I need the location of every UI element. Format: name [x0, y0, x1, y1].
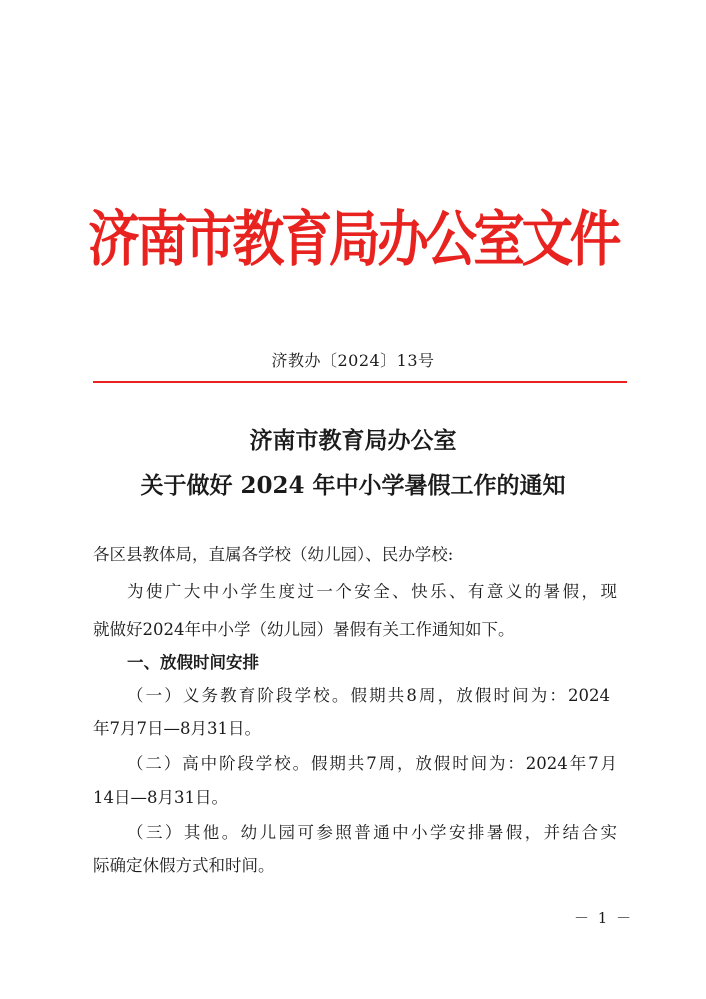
notice-title-line-1: 济南市教育局办公室: [249, 427, 457, 454]
notice-title-line-2: 关于做好 2024 年中小学暑假工作的通知: [140, 472, 566, 499]
document-number: 济教办〔2024〕13号: [271, 351, 435, 370]
salutation: 各区县教体局，直属各学校（幼儿园）、民办学校:: [93, 545, 454, 564]
item-2-line-2: 14日—8月31日。: [93, 788, 228, 807]
item-1-line-1: （一）义务教育阶段学校。假期共8周，放假时间为：2024: [127, 686, 610, 705]
item-2-line-1: （二）高中阶段学校。假期共7周，放假时间为：2024年7月: [127, 754, 617, 773]
intro-paragraph-line-2: 就做好2024年中小学（幼儿园）暑假有关工作通知如下。: [93, 620, 515, 639]
section-heading-1: 一、放假时间安排: [127, 653, 259, 672]
item-3-line-1: （三）其他。幼儿园可参照普通中小学安排暑假，并结合实: [127, 823, 617, 842]
item-1-line-2: 年7月7日—8月31日。: [93, 719, 261, 738]
masthead-title: 济南市教育局办公室文件: [88, 205, 618, 275]
intro-paragraph-line-1: 为使广大中小学生度过一个安全、快乐、有意义的暑假，现: [127, 582, 617, 601]
red-divider-line: [93, 381, 627, 383]
page-number: － 1 －: [574, 909, 634, 927]
item-3-line-2: 际确定休假方式和时间。: [93, 856, 275, 875]
